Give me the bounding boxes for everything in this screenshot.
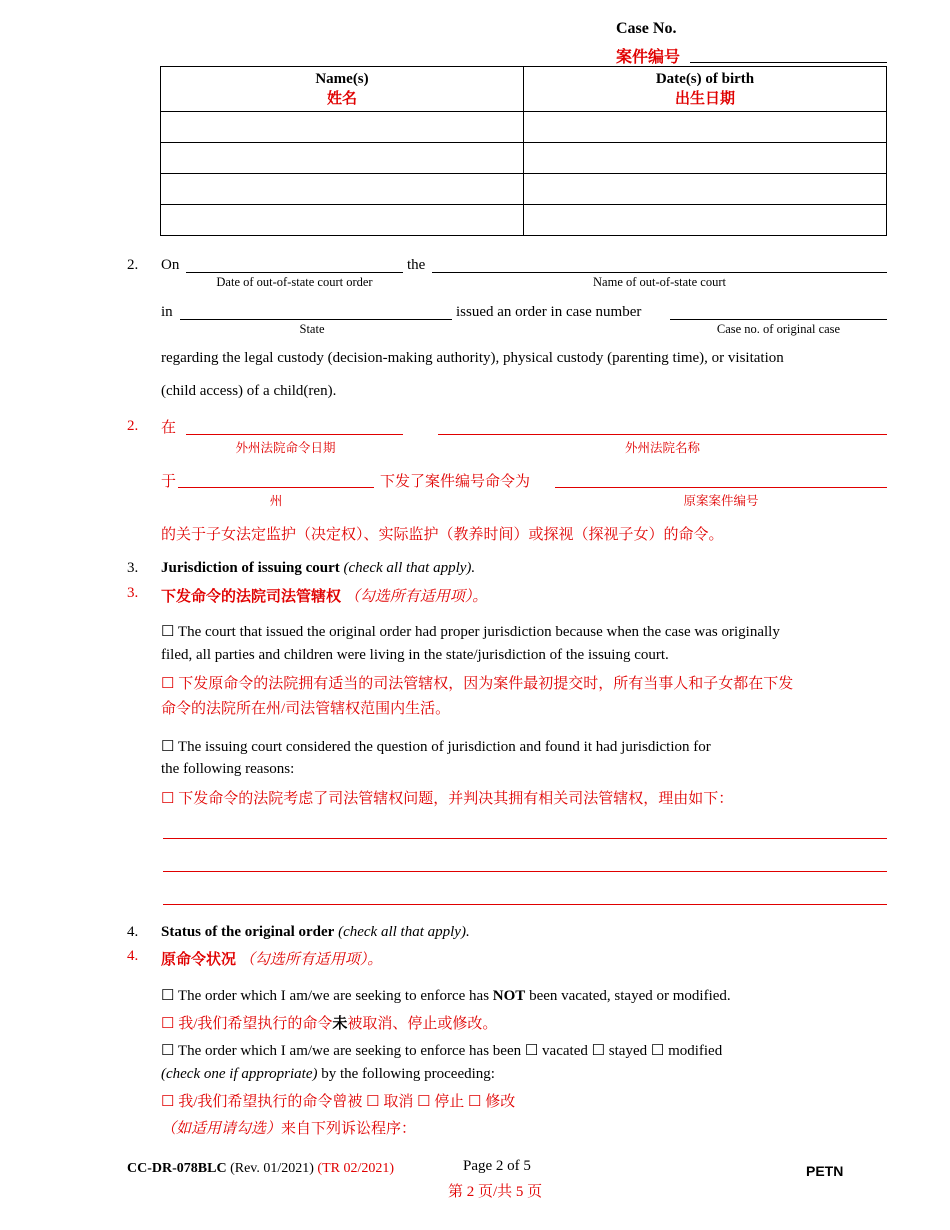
yu-label: 于 xyxy=(161,474,177,490)
footer-page-zh: 第 2 页/共 5 页 xyxy=(448,1184,543,1200)
item-4-title: Status of the original order xyxy=(161,924,335,940)
state-caption: State xyxy=(299,322,325,336)
case-no-label-zh: 案件编号 xyxy=(616,49,681,66)
issued-label-zh: 下发了案件编号命令为 xyxy=(380,474,531,490)
case-no-caption: Case no. of original case xyxy=(716,322,841,336)
item-3-option-1-zh-line1[interactable]: ☐ 下发原命令的法院拥有适当的司法管辖权，因为案件最初提交时，所有当事人和子女都在下发 xyxy=(161,676,794,692)
reasons-line-2[interactable] xyxy=(163,871,887,872)
item-4-option-2-zh-line1[interactable]: ☐ 我/我们希望执行的命令曾被 ☐ 取消 ☐ 停止 ☐ 修改 xyxy=(161,1094,516,1110)
item-4-option-1[interactable]: ☐ The order which I am/we are seeking to enforce has NOT been vacated, stayed or modified. xyxy=(161,988,731,1004)
the-label: the xyxy=(407,257,426,273)
footer-code: PETN xyxy=(806,1163,844,1179)
state-caption-zh: 州 xyxy=(269,494,283,508)
item-3-hint: (check all that apply). xyxy=(343,560,476,576)
children-table xyxy=(160,66,887,236)
item-2-text-zh: 的关于子女法定监护（决定权）、实际监护（教养时间）或探视（探视子女）的命令。 xyxy=(161,527,724,543)
order-date-field[interactable] xyxy=(186,272,403,273)
item-4-option-2-line1[interactable]: ☐ The order which I am/we are seeking to enforce has been ☐ vacated ☐ stayed ☐ modified xyxy=(161,1043,723,1059)
court-name-caption: Name of out-of-state court xyxy=(593,275,726,289)
item-3-title-zh: 下发命令的法院司法管辖权 xyxy=(161,589,342,605)
name-cell[interactable] xyxy=(161,205,524,236)
item-4-title-zh: 原命令状况 xyxy=(161,952,237,968)
on-label: On xyxy=(161,257,180,273)
item-3-option-1-line1[interactable]: ☐ The court that issued the original order had proper jurisdiction because when the case was originally xyxy=(161,624,780,640)
name-cell[interactable] xyxy=(161,174,524,205)
name-cell[interactable] xyxy=(161,112,524,143)
item-3-heading-zh xyxy=(161,585,487,606)
footer-page: Page 2 of 5 xyxy=(463,1158,531,1174)
item-4-hint-zh: （勾选所有适用项）。 xyxy=(239,952,383,968)
item-3-hint-zh: （勾选所有适用项）。 xyxy=(344,589,488,605)
court-name-field-zh[interactable] xyxy=(438,434,887,435)
court-name-field[interactable] xyxy=(432,272,887,273)
item-4-option-2-line2: (check one if appropriate) by the following proceeding: xyxy=(161,1066,495,1082)
issued-label: issued an order in case number xyxy=(456,304,642,320)
order-date-field-zh[interactable] xyxy=(186,434,403,435)
item-3-option-2-zh[interactable]: ☐ 下发命令的法院考虑了司法管辖权问题，并判决其拥有相关司法管辖权，理由如下： xyxy=(161,791,734,807)
item-4-hint: (check all that apply). xyxy=(338,924,470,940)
table-row xyxy=(161,174,887,205)
order-date-caption: Date of out-of-state court order xyxy=(216,275,373,289)
reasons-line-3[interactable] xyxy=(163,904,887,905)
col-header-dob: Date(s) of birth 出生日期 xyxy=(524,67,887,112)
footer-form-id: CC-DR-078BLC (Rev. 01/2021) (TR 02/2021) xyxy=(127,1161,395,1176)
case-no-caption-zh: 原案案件编号 xyxy=(683,494,759,508)
original-case-no-field-zh[interactable] xyxy=(555,487,887,488)
item-3-number: 3. xyxy=(127,560,139,576)
table-row xyxy=(161,143,887,174)
table-row xyxy=(161,112,887,143)
item-4-heading xyxy=(161,924,470,941)
item-4-number-zh: 4. xyxy=(127,948,139,964)
reasons-line-1[interactable] xyxy=(163,838,887,839)
item-2-number-zh: 2. xyxy=(127,418,139,434)
item-4-option-2-zh-line2: （如适用请勾选）来自下列诉讼程序： xyxy=(161,1121,417,1137)
name-cell[interactable] xyxy=(161,143,524,174)
state-field[interactable] xyxy=(180,319,452,320)
item-3-number-zh: 3. xyxy=(127,585,139,601)
dob-cell[interactable] xyxy=(524,143,887,174)
item-2-text-line1: regarding the legal custody (decision-making authority), physical custody (parenting time), or visitation xyxy=(161,350,784,366)
dob-cell[interactable] xyxy=(524,205,887,236)
item-3-option-2-line1[interactable]: ☐ The issuing court considered the question of jurisdiction and found it had jurisdiction for xyxy=(161,739,711,755)
in-label: in xyxy=(161,304,173,320)
zai-label: 在 xyxy=(161,420,177,436)
item-2-text-line2: (child access) of a child(ren). xyxy=(161,383,337,399)
item-3-option-1-zh-line2: 命令的法院所在州/司法管辖权范围内生活。 xyxy=(161,701,451,717)
item-4-option-1-zh[interactable]: ☐ 我/我们希望执行的命令未被取消、停止或修改。 xyxy=(161,1016,498,1032)
original-case-no-field[interactable] xyxy=(670,319,887,320)
case-no-field[interactable] xyxy=(690,62,887,63)
order-date-caption-zh: 外州法院命令日期 xyxy=(235,441,336,455)
item-4-number: 4. xyxy=(127,924,139,940)
item-3-option-2-line2: the following reasons: xyxy=(161,761,295,777)
state-field-zh[interactable] xyxy=(178,487,374,488)
item-3-heading xyxy=(161,560,475,577)
item-3-option-1-line2: filed, all parties and children were living in the state/jurisdiction of the issuing court. xyxy=(161,647,669,663)
item-4-heading-zh xyxy=(161,948,382,969)
table-row xyxy=(161,205,887,236)
case-no-label: Case No. xyxy=(616,20,677,37)
dob-cell[interactable] xyxy=(524,174,887,205)
item-3-title: Jurisdiction of issuing court xyxy=(161,560,340,576)
item-2-number: 2. xyxy=(127,257,139,273)
dob-cell[interactable] xyxy=(524,112,887,143)
col-header-names: Name(s) 姓名 xyxy=(161,67,524,112)
court-name-caption-zh: 外州法院名称 xyxy=(624,441,700,455)
